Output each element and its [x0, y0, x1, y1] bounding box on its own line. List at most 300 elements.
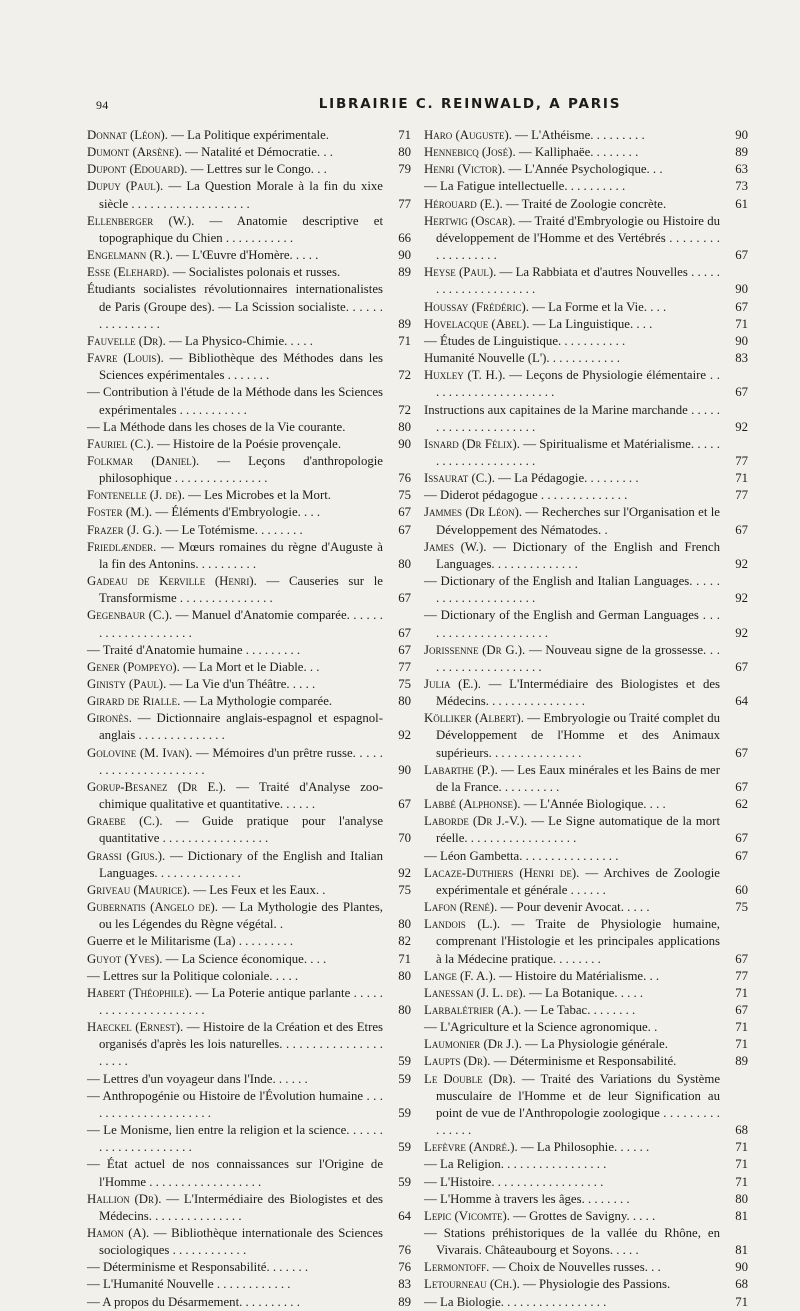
entry-page-number: 75 [398, 882, 411, 897]
entry-page-number: 67 [735, 745, 748, 760]
entry-author: Habert (Théophile). [87, 985, 193, 1000]
entry-title: — Embryologie ou Traité complet du Développement de l'Homme et des Animaux supérieurs. . . . . . . . . . . . . . . [436, 711, 720, 760]
entry-title: — Le Signe automatique de la mort réelle. . . . . . . . . . . . . . . . . . [436, 814, 720, 846]
entry-page-number: 92 [398, 728, 411, 743]
catalog-entry [424, 161, 748, 178]
entry-author: Houssay (Frédéric). [424, 299, 529, 314]
catalog-entry [424, 539, 748, 573]
catalog-entry [424, 1071, 748, 1140]
catalog-entry [424, 178, 748, 195]
entry-author: Labarthe (P.). [424, 762, 498, 777]
entry-page-number: 90 [735, 333, 748, 348]
entry-page-number: 67 [398, 522, 411, 537]
entry-page-number: 80 [398, 419, 411, 434]
entry-title: — Bibliothèque internationale des Sciences sociologiques . . . . . . . . . . . . [99, 1226, 383, 1258]
entry-page-number: 92 [735, 419, 748, 434]
entry-title: — État actuel de nos connaissances sur l'Origine de l'Homme . . . . . . . . . . . . . . . . . . [87, 1157, 383, 1189]
entry-author: Lanessan (J. L. de). [424, 985, 526, 1000]
catalog-entry [87, 161, 411, 178]
entry-page-number: 90 [398, 762, 411, 777]
entry-title: — Traité d'Analyse zoo-chimique qualitative et quantitative. . . . . . [99, 779, 383, 812]
entry-title: — Dictionary of the English and French Languages. . . . . . . . . . . . . . [436, 539, 720, 571]
entry-page-number: 67 [398, 797, 411, 812]
entry-page-number: 61 [735, 196, 748, 211]
catalog-entry [424, 213, 748, 264]
entry-page-number: 67 [398, 625, 411, 640]
entry-page-number: 67 [735, 831, 748, 846]
entry-author: Lefèvre (André.). [424, 1140, 518, 1155]
entry-page-number: 71 [735, 316, 748, 331]
catalog-entry [87, 951, 411, 968]
entry-page-number: 89 [398, 1294, 411, 1309]
catalog-entry [87, 968, 411, 985]
catalog-entry [424, 1276, 748, 1293]
entry-author: Hertwig (Oscar). [424, 213, 516, 228]
entry-author: Isnard (Dr Félix). [424, 436, 520, 451]
catalog-entry [424, 762, 748, 796]
entry-title: — Traité d'Embryologie ou Histoire du développement de l'Homme et des Vertébrés . . . . . . . . . . . . . . . . . . [436, 213, 720, 263]
entry-author: Dupont (Edouard). [87, 162, 188, 177]
entry-title: — L'Intermédiaire des Biologistes et des Médecins. . . . . . . . . . . . . . . [99, 1191, 384, 1223]
entry-author: Hovelacque (Abel). [424, 316, 530, 331]
catalog-entry [424, 144, 748, 161]
catalog-entry [87, 213, 411, 247]
entry-author: Gegenbaur (C.). [87, 608, 173, 623]
entry-title: — Études de Linguistique. . . . . . . . . . . [424, 333, 626, 348]
entry-page-number: 75 [735, 900, 748, 915]
entry-page-number: 89 [398, 265, 411, 280]
entry-page-number: 77 [735, 488, 748, 503]
entry-page-number: 67 [735, 1002, 748, 1017]
entry-page-number: 71 [735, 985, 748, 1000]
entry-page-number: 62 [735, 797, 748, 812]
entry-author: Fauriel (C.). [87, 436, 154, 451]
entry-page-number: 80 [398, 1002, 411, 1017]
entry-page-number: 77 [398, 659, 411, 674]
entry-page-number: 67 [735, 522, 748, 537]
catalog-entry [424, 316, 748, 333]
entry-author: Lermontoff. [424, 1260, 490, 1275]
entry-title: — L'Œuvre d'Homère. . . . . [172, 248, 319, 263]
entry-author: Laupts (Dr). [424, 1054, 491, 1069]
catalog-entry [424, 1139, 748, 1156]
catalog-entry [87, 933, 411, 950]
entry-page-number: 67 [398, 591, 411, 606]
entry-page-number: 71 [735, 1157, 748, 1172]
entry-title: — La Biologie. . . . . . . . . . . . . . . . . [424, 1294, 607, 1309]
catalog-entry [424, 402, 748, 436]
catalog-entry [424, 607, 748, 641]
entry-page-number: 92 [735, 625, 748, 640]
entry-author: Engelmann (R.). [87, 248, 173, 263]
entry-page-number: 89 [398, 316, 411, 331]
entry-title: — Contribution à l'étude de la Méthode dans les Sciences expérimentales . . . . . . . . . . . [87, 385, 383, 417]
entry-title: — Traité de Zoologie concrète. [502, 196, 667, 211]
entry-page-number: 73 [735, 179, 748, 194]
entry-author: Julia (E.). [424, 677, 481, 691]
entry-title: — Le Monisme, lien entre la religion et la science. . . . . . . . . . . . . . . . . . . . . [87, 1123, 383, 1155]
entry-title: — L'Histoire. . . . . . . . . . . . . . . . . . [424, 1174, 604, 1189]
catalog-entry [87, 1191, 411, 1225]
catalog-entry [424, 813, 748, 847]
entry-page-number: 80 [398, 694, 411, 709]
entry-title: — Dictionnaire anglais-espagnol et espagnol-anglais . . . . . . . . . . . . . . [99, 711, 383, 743]
entry-title: — Causeries sur le Transformisme . . . . . . . . . . . . . . . [99, 574, 383, 606]
catalog-entry [87, 539, 411, 573]
entry-page-number: 67 [735, 385, 748, 400]
entry-title: — Traité d'Anatomie humaine . . . . . . . . . [87, 642, 301, 657]
entry-page-number: 90 [398, 436, 411, 451]
entry-title: — A propos du Désarmement. . . . . . . . . . [87, 1294, 300, 1309]
entry-author: James (W.). [424, 539, 487, 554]
catalog-column-left [87, 127, 411, 1311]
catalog-entry [424, 1156, 748, 1173]
entry-title: — Mémoires d'un prêtre russe. . . . . . . . . . . . . . . . . . . . . . [99, 745, 383, 777]
entry-page-number: 67 [735, 248, 748, 263]
catalog-entry [87, 985, 411, 1019]
entry-title: — L'Athéisme. . . . . . . . . [511, 128, 645, 142]
entry-page-number: 59 [398, 1054, 411, 1069]
catalog-entry [87, 1122, 411, 1156]
catalog-entry [87, 144, 411, 161]
entry-title: — Lettres d'un voyageur dans l'Inde. . . . . . [87, 1071, 308, 1086]
entry-page-number: 71 [735, 471, 748, 486]
entry-page-number: 71 [735, 1174, 748, 1189]
catalog-entry [424, 676, 748, 710]
entry-title: — La Question Morale à la fin du xixe siècle . . . . . . . . . . . . . . . . . . . [99, 179, 383, 211]
entry-title: — Nouveau signe de la grossesse. . . . . . . . . . . . . . . . . . . . [436, 642, 720, 674]
catalog-entry [424, 350, 748, 367]
entry-author: Gadeau de Kerville (Henri). [87, 574, 257, 589]
catalog-entry [87, 487, 411, 504]
entry-page-number: 67 [735, 951, 748, 966]
catalog-entry [424, 710, 748, 761]
entry-title: — L'Homme à travers les âges. . . . . . . . [424, 1191, 630, 1206]
entry-page-number: 59 [398, 1140, 411, 1155]
entry-page-number: 81 [735, 1208, 748, 1223]
entry-page-number: 72 [398, 368, 411, 383]
entry-author: Fontenelle (J. de). [87, 488, 185, 503]
catalog-entry [424, 1259, 748, 1276]
entry-page-number: 75 [398, 677, 411, 691]
entry-author: Grassi (Gius.). [87, 848, 166, 863]
entry-author: Issaurat (C.). [424, 471, 495, 486]
entry-author: Gubernatis (Angelo de). [87, 900, 218, 915]
entry-title: — L'Intermédiaire des Biologistes et des Médecins. . . . . . . . . . . . . . . . [436, 677, 720, 709]
entry-page-number: 67 [398, 505, 411, 520]
entry-author: Fauvelle (Dr). [87, 333, 166, 348]
catalog-entry [87, 710, 411, 744]
entry-title: — Éléments d'Embryologie. . . . [152, 505, 321, 520]
catalog-entry [87, 573, 411, 607]
entry-author: Le Double (Dr). [424, 1071, 516, 1086]
entry-page-number: 63 [735, 162, 748, 177]
page-number: 94 [96, 98, 109, 112]
catalog-entry [87, 848, 411, 882]
entry-title: — Grottes de Savigny. . . . . [509, 1208, 656, 1223]
entry-author: Huxley (T. H.). [424, 368, 506, 383]
entry-author: Frazer (J. G.). [87, 522, 163, 537]
catalog-entry [424, 865, 748, 899]
catalog-entry [87, 333, 411, 350]
entry-author: Letourneau (Ch.). [424, 1277, 520, 1292]
entry-author: Gener (Pompeyo). [87, 659, 180, 674]
entry-title: Instructions aux capitaines de la Marine marchande . . . . . . . . . . . . . . . . . . . . . [424, 402, 720, 434]
entry-author: Gorup-Besanez (Dr E.). [87, 779, 226, 794]
catalog-entry [424, 899, 748, 916]
entry-author: Friedlænder. [87, 539, 157, 554]
entry-author: Gironès. [87, 711, 132, 726]
entry-title: — L'Agriculture et la Science agronomique. . [424, 1020, 658, 1035]
entry-title: — Histoire de la Création et des Etres organisés d'après les lois naturelles. . . . . . . . . . . . . . . . . . . . . [99, 1020, 383, 1069]
entry-title: — Les Microbes et la Mort. [184, 488, 331, 503]
entry-page-number: 77 [735, 968, 748, 983]
entry-title: — L'Humanité Nouvelle . . . . . . . . . . . . [87, 1277, 291, 1292]
catalog-entry [424, 436, 748, 470]
entry-title: — La Physico-Chimie. . . . . [165, 333, 313, 348]
entry-author: Girard de Rialle. [87, 694, 181, 709]
entry-title: — Spiritualisme et Matérialisme. . . . . . . . . . . . . . . . . . . . . [436, 436, 720, 468]
entry-author: Jammes (Dr Léon). [424, 505, 523, 520]
catalog-entry [424, 796, 748, 813]
entry-title: Étudiants socialistes révolutionnaires internationalistes de Paris (Groupe des). — La Scission socialiste. . . . . . . . . . . . . . . . [87, 282, 383, 331]
catalog-entry [424, 1019, 748, 1036]
catalog-entry [87, 247, 411, 264]
entry-author: Landois (L.). [424, 917, 501, 932]
entry-title: — Léon Gambetta. . . . . . . . . . . . . . . . [424, 848, 619, 863]
entry-page-number: 71 [735, 1140, 748, 1155]
catalog-entry [424, 333, 748, 350]
entry-author: Guyot (Yves). [87, 951, 163, 966]
entry-author: Hallion (Dr). [87, 1191, 162, 1206]
entry-title: — Choix de Nouvelles russes. . . [489, 1260, 661, 1275]
catalog-column-right [424, 127, 748, 1311]
entry-title: — La Science économique. . . . [162, 951, 327, 966]
catalog-entry [424, 264, 748, 298]
entry-author: Folkmar (Daniel). [87, 453, 200, 468]
entry-page-number: 75 [398, 488, 411, 503]
entry-title: — La Poterie antique parlante . . . . . . . . . . . . . . . . . . . . . . [99, 985, 384, 1017]
entry-title: — Déterminisme et Responsabilité. . . . . . . [87, 1260, 309, 1275]
entry-title: Guerre et le Militarisme (La) . . . . . . . . . [87, 934, 294, 949]
entry-title: — Les Feux et les Eaux. . [190, 882, 326, 897]
entry-page-number: 70 [398, 831, 411, 846]
entry-page-number: 64 [398, 1208, 411, 1223]
catalog-entry [87, 693, 411, 710]
catalog-entry [87, 1259, 411, 1276]
entry-title: — Mœurs romaines du règne d'Auguste à la fin des Antonins. . . . . . . . . . [99, 539, 383, 571]
entry-author: Donnat (Léon). [87, 128, 168, 142]
entry-author: Heyse (Paul). [424, 265, 497, 280]
entry-page-number: 71 [735, 1020, 748, 1035]
entry-page-number: 71 [398, 333, 411, 348]
entry-page-number: 68 [735, 1277, 748, 1292]
entry-title: — Diderot pédagogue . . . . . . . . . . . . . . [424, 488, 628, 503]
entry-page-number: 67 [735, 299, 748, 314]
entry-author: Lange (F. A.). [424, 968, 496, 983]
entry-author: Hamon (A). [87, 1226, 150, 1240]
entry-title: — Stations préhistoriques de la vallée du Rhône, en Vivarais. Châteaubourg et Soyons. . . . . [424, 1226, 720, 1258]
entry-title: — L'Année Biologique. . . . [520, 797, 666, 812]
entry-title: — Manuel d'Anatomie comparée. . . . . . . . . . . . . . . . . . . . . [99, 608, 383, 640]
entry-title: — Traité des Variations du Système musculaire de l'Homme et de leur Signification au point de vue de l'Anthropologie zoologique . . . . . . . . . . . . . . . [436, 1071, 720, 1138]
entry-page-number: 82 [398, 934, 411, 949]
entry-author: Laborde (Dr J.-V.). [424, 814, 528, 829]
entry-page-number: 83 [398, 1277, 411, 1292]
entry-title: — Lettres sur la Politique coloniale. . . . . [87, 968, 299, 983]
entry-title: — La Fatigue intellectuelle. . . . . . . . . . [424, 179, 626, 194]
entry-author: Ginisty (Paul). [87, 677, 167, 691]
entry-title: Humanité Nouvelle (L'). . . . . . . . . . . . [424, 351, 620, 366]
entry-author: Lacaze-Duthiers (Henri de). [424, 865, 580, 880]
catalog-entry [87, 1294, 411, 1311]
entry-title: — Leçons d'anthropologie philosophique . . . . . . . . . . . . . . . [99, 453, 383, 486]
entry-author: Lepic (Vicomte). [424, 1208, 510, 1223]
entry-page-number: 76 [398, 1243, 411, 1258]
entry-author: Lafon (René). [424, 900, 498, 915]
catalog-entry [424, 1191, 748, 1208]
entry-title: — Dictionary of the English and Italian Languages. . . . . . . . . . . . . . . . . . . . . [424, 574, 720, 606]
catalog-entry [87, 1225, 411, 1259]
catalog-entry [424, 1053, 748, 1070]
catalog-entry [87, 504, 411, 521]
catalog-entry [424, 470, 748, 487]
entry-title: — La Pédagogie. . . . . . . . . [494, 471, 639, 486]
entry-page-number: 80 [735, 1191, 748, 1206]
catalog-entry [424, 968, 748, 985]
entry-title: — Anatomie descriptive et topographique du Chien . . . . . . . . . . . [99, 213, 383, 245]
entry-page-number: 67 [735, 659, 748, 674]
entry-title: — Le Totémisme. . . . . . . . [162, 522, 303, 537]
catalog-entry [87, 899, 411, 933]
catalog-entry [87, 1156, 411, 1190]
entry-title: — Histoire de la Poésie provençale. [153, 436, 342, 451]
entry-title: — Traite de Physiologie humaine, comprenant l'Histologie et les principales applications à la Médecine pratique. . . . . . . . [436, 917, 720, 966]
entry-title: — Dictionary of the English and German Languages . . . . . . . . . . . . . . . . . . . . . [424, 608, 720, 640]
entry-page-number: 89 [735, 145, 748, 160]
entry-title: — La Mort et le Diable. . . [179, 659, 320, 674]
entry-author: Griveau (Maurice). [87, 882, 191, 897]
entry-author: Dupuy (Paul). [87, 179, 164, 194]
catalog-entry [424, 1002, 748, 1019]
entry-title: — Socialistes polonais et russes. [169, 265, 341, 280]
entry-page-number: 71 [398, 128, 411, 142]
entry-title: — La Religion. . . . . . . . . . . . . . . . . [424, 1157, 607, 1172]
entry-page-number: 81 [735, 1243, 748, 1258]
catalog-entry [87, 127, 411, 144]
entry-page-number: 83 [735, 351, 748, 366]
catalog-entry [87, 1071, 411, 1088]
catalog-entry [87, 1088, 411, 1122]
entry-title: — Pour devenir Avocat. . . . . [497, 900, 650, 915]
catalog-entry [87, 607, 411, 641]
entry-page-number: 77 [398, 196, 411, 211]
entry-title: — Archives de Zoologie expérimentale et générale . . . . . . [436, 865, 720, 897]
catalog-entry [87, 453, 411, 487]
catalog-entry [424, 642, 748, 676]
catalog-entry [424, 299, 748, 316]
entry-title: — Bibliothèque des Méthodes dans les Sciences expérimentales . . . . . . . [99, 351, 383, 383]
catalog-entry [424, 367, 748, 401]
entry-page-number: 71 [735, 1294, 748, 1309]
entry-page-number: 60 [735, 882, 748, 897]
entry-title: — Physiologie des Passions. [519, 1277, 671, 1292]
entry-title: — La Physiologie générale. [521, 1037, 668, 1052]
entry-title: — La Linguistique. . . . [529, 316, 653, 331]
catalog-entry [87, 676, 411, 693]
entry-page-number: 90 [735, 128, 748, 142]
catalog-entry [87, 882, 411, 899]
entry-page-number: 67 [398, 642, 411, 657]
entry-page-number: 92 [398, 865, 411, 880]
catalog-entry [87, 642, 411, 659]
entry-page-number: 66 [398, 230, 411, 245]
entry-author: Ellenberger (W.). [87, 213, 195, 228]
entry-page-number: 59 [398, 1071, 411, 1086]
entry-author: Haeckel (Ernest). [87, 1020, 184, 1035]
entry-page-number: 64 [735, 694, 748, 709]
entry-author: Foster (M.). [87, 505, 153, 520]
entry-author: Golovine (M. Ivan). [87, 745, 193, 760]
catalog-entry [87, 264, 411, 281]
entry-page-number: 59 [398, 1174, 411, 1189]
entry-author: Haro (Auguste). [424, 128, 512, 142]
entry-author: Labbé (Alphonse). [424, 797, 521, 812]
entry-title: — Anthropogénie ou Histoire de l'Évolution humaine . . . . . . . . . . . . . . . . . . . . . [87, 1088, 383, 1120]
entry-page-number: 90 [735, 1260, 748, 1275]
catalog-entry [87, 436, 411, 453]
entry-page-number: 79 [398, 162, 411, 177]
catalog-entry [424, 916, 748, 967]
running-head: LIBRAIRIE C. REINWALD, A PARIS [318, 96, 622, 112]
catalog-entry [87, 745, 411, 779]
catalog-entry [87, 419, 411, 436]
entry-author: Hérouard (E.). [424, 196, 503, 211]
entry-page-number: 71 [735, 1037, 748, 1052]
catalog-entry [424, 1208, 748, 1225]
entry-title: — Natalité et Démocratie. . . [181, 145, 333, 160]
entry-page-number: 90 [735, 282, 748, 297]
entry-page-number: 92 [735, 591, 748, 606]
entry-title: — Les Eaux minérales et les Bains de mer de la France. . . . . . . . . . [436, 762, 720, 794]
catalog-entry [424, 848, 748, 865]
entry-title: — Le Tabac. . . . . . . . [521, 1002, 636, 1017]
entry-title: — Guide pratique pour l'analyse quantitative . . . . . . . . . . . . . . . . . [99, 814, 384, 846]
entry-title: — Lettres sur le Congo. . . [187, 162, 327, 177]
catalog-entry [424, 573, 748, 607]
catalog-entry [87, 779, 411, 813]
catalog-entry [424, 487, 748, 504]
entry-author: Kölliker (Albert). [424, 711, 524, 726]
entry-title: — La Rabbiata et d'autres Nouvelles . . . . . . . . . . . . . . . . . . . . . [436, 265, 720, 297]
catalog-entry [424, 1294, 748, 1311]
entry-title: — Histoire du Matérialisme. . . [495, 968, 660, 983]
entry-page-number: 76 [398, 471, 411, 486]
entry-title: — La Philosophie. . . . . . [517, 1140, 650, 1155]
catalog-entry [87, 178, 411, 212]
entry-author: Dumont (Arsène). [87, 145, 182, 160]
catalog-entry [87, 281, 411, 332]
entry-title: — La Botanique. . . . . [525, 985, 644, 1000]
entry-author: Larbalétrier (A.). [424, 1002, 522, 1017]
catalog-entry [87, 350, 411, 384]
entry-page-number: 89 [735, 1054, 748, 1069]
entry-page-number: 59 [398, 1105, 411, 1120]
entry-page-number: 68 [735, 1123, 748, 1138]
entry-author: Laumonier (Dr J.). [424, 1037, 522, 1052]
catalog-entry [424, 1225, 748, 1259]
entry-page-number: 90 [398, 248, 411, 263]
